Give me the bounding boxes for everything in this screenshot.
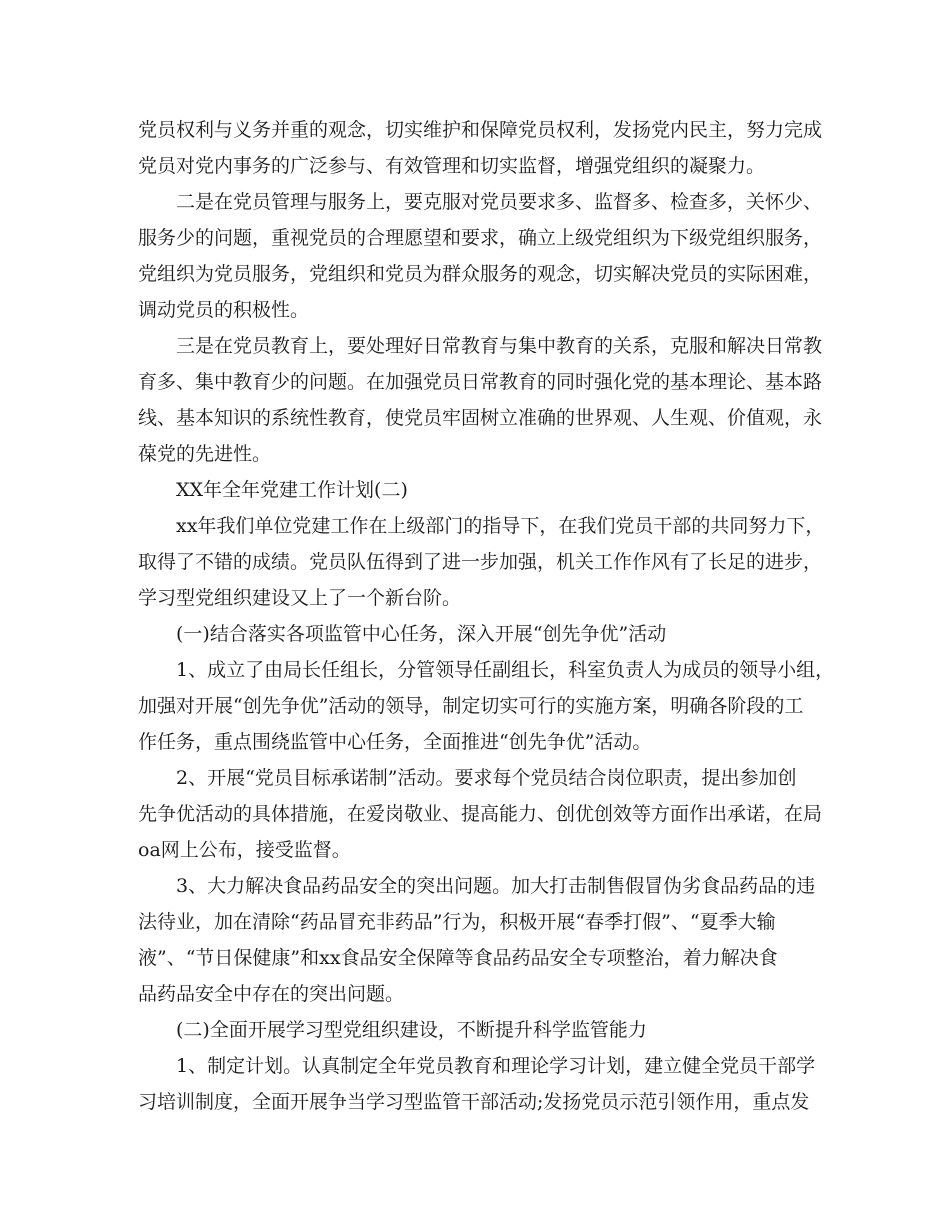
paragraph-line: 三是在党员教育上，要处理好日常教育与集中教育的关系，克服和解决日常教 [176, 335, 823, 357]
paragraph-line: 液”、“节日保健康”和xx食品安全保障等食品药品安全专项整治，着力解决食 [138, 947, 778, 969]
paragraph-line: 1、成立了由局长任组长，分管领导任副组长，科室负责人为成员的领导小组， [176, 659, 835, 681]
paragraph-line: 加强对开展“创先争优”活动的领导，制定切实可行的实施方案，明确各阶段的工 [138, 695, 804, 717]
paragraph-line: 线、基本知识的系统性教育，使党员牢固树立准确的世界观、人生观、价值观，永 [138, 407, 823, 429]
paragraph-line: 育多、集中教育少的问题。在加强党员日常教育的同时强化党的基本理论、基本路 [138, 371, 823, 393]
paragraph-line: 服务少的问题，重视党员的合理愿望和要求，确立上级党组织为下级党组织服务， [138, 227, 823, 249]
paragraph-line: 调动党员的积极性。 [138, 299, 310, 321]
paragraph-line: 作任务，重点围绕监管中心任务，全面推进“创先争优”活动。 [138, 731, 652, 753]
paragraph-line: oa网上公布，接受监督。 [138, 839, 351, 861]
paragraph-line: 学习型党组织建设又上了一个新台阶。 [138, 587, 462, 609]
paragraph-line: 党员对党内事务的广泛参与、有效管理和切实监督，增强党组织的凝聚力。 [138, 155, 766, 177]
paragraph-line: xx年我们单位党建工作在上级部门的指导下，在我们党员干部的共同努力下， [176, 515, 825, 537]
paragraph-line: 2、开展“党员目标承诺制”活动。要求每个党员结合岗位职责，提出参加创 [176, 767, 797, 789]
paragraph-line: 1、制定计划。认真制定全年党员教育和理论学习计划，建立健全党员干部学 [176, 1055, 816, 1077]
paragraph-line: 党员权利与义务并重的观念，切实维护和保障党员权利，发扬党内民主，努力完成 [138, 119, 823, 141]
paragraph-line: 葆党的先进性。 [138, 443, 272, 465]
paragraph-line: 二是在党员管理与服务上，要克服对党员要求多、监督多、检查多，关怀少、 [176, 191, 823, 213]
paragraph-line: 取得了不错的成绩。党员队伍得到了进一步加强，机关工作作风有了长足的进步， [138, 551, 823, 573]
paragraph-line: 品药品安全中存在的突出问题。 [138, 983, 405, 1005]
paragraph-line: 法待业，加在清除“药品冒充非药品”行为，积极开展“春季打假”、“夏季大输 [138, 911, 776, 933]
section-heading: XX年全年党建工作计划(二) [176, 479, 408, 501]
subsection-heading: (一)结合落实各项监管中心任务，深入开展“创先争优”活动 [176, 623, 667, 645]
paragraph-line: 先争优活动的具体措施，在爱岗敬业、提高能力、创优创效等方面作出承诺，在局 [138, 803, 823, 825]
paragraph-line: 3、大力解决食品药品安全的突出问题。加大打击制售假冒伪劣食品药品的违 [176, 875, 816, 897]
paragraph-line: 党组织为党员服务，党组织和党员为群众服务的观念，切实解决党员的实际困难， [138, 263, 823, 285]
subsection-heading: (二)全面开展学习型党组织建设，不断提升科学监管能力 [176, 1019, 647, 1041]
paragraph-line: 习培训制度，全面开展争当学习型监管干部活动;发扬党员示范引领作用，重点发 [138, 1091, 810, 1113]
